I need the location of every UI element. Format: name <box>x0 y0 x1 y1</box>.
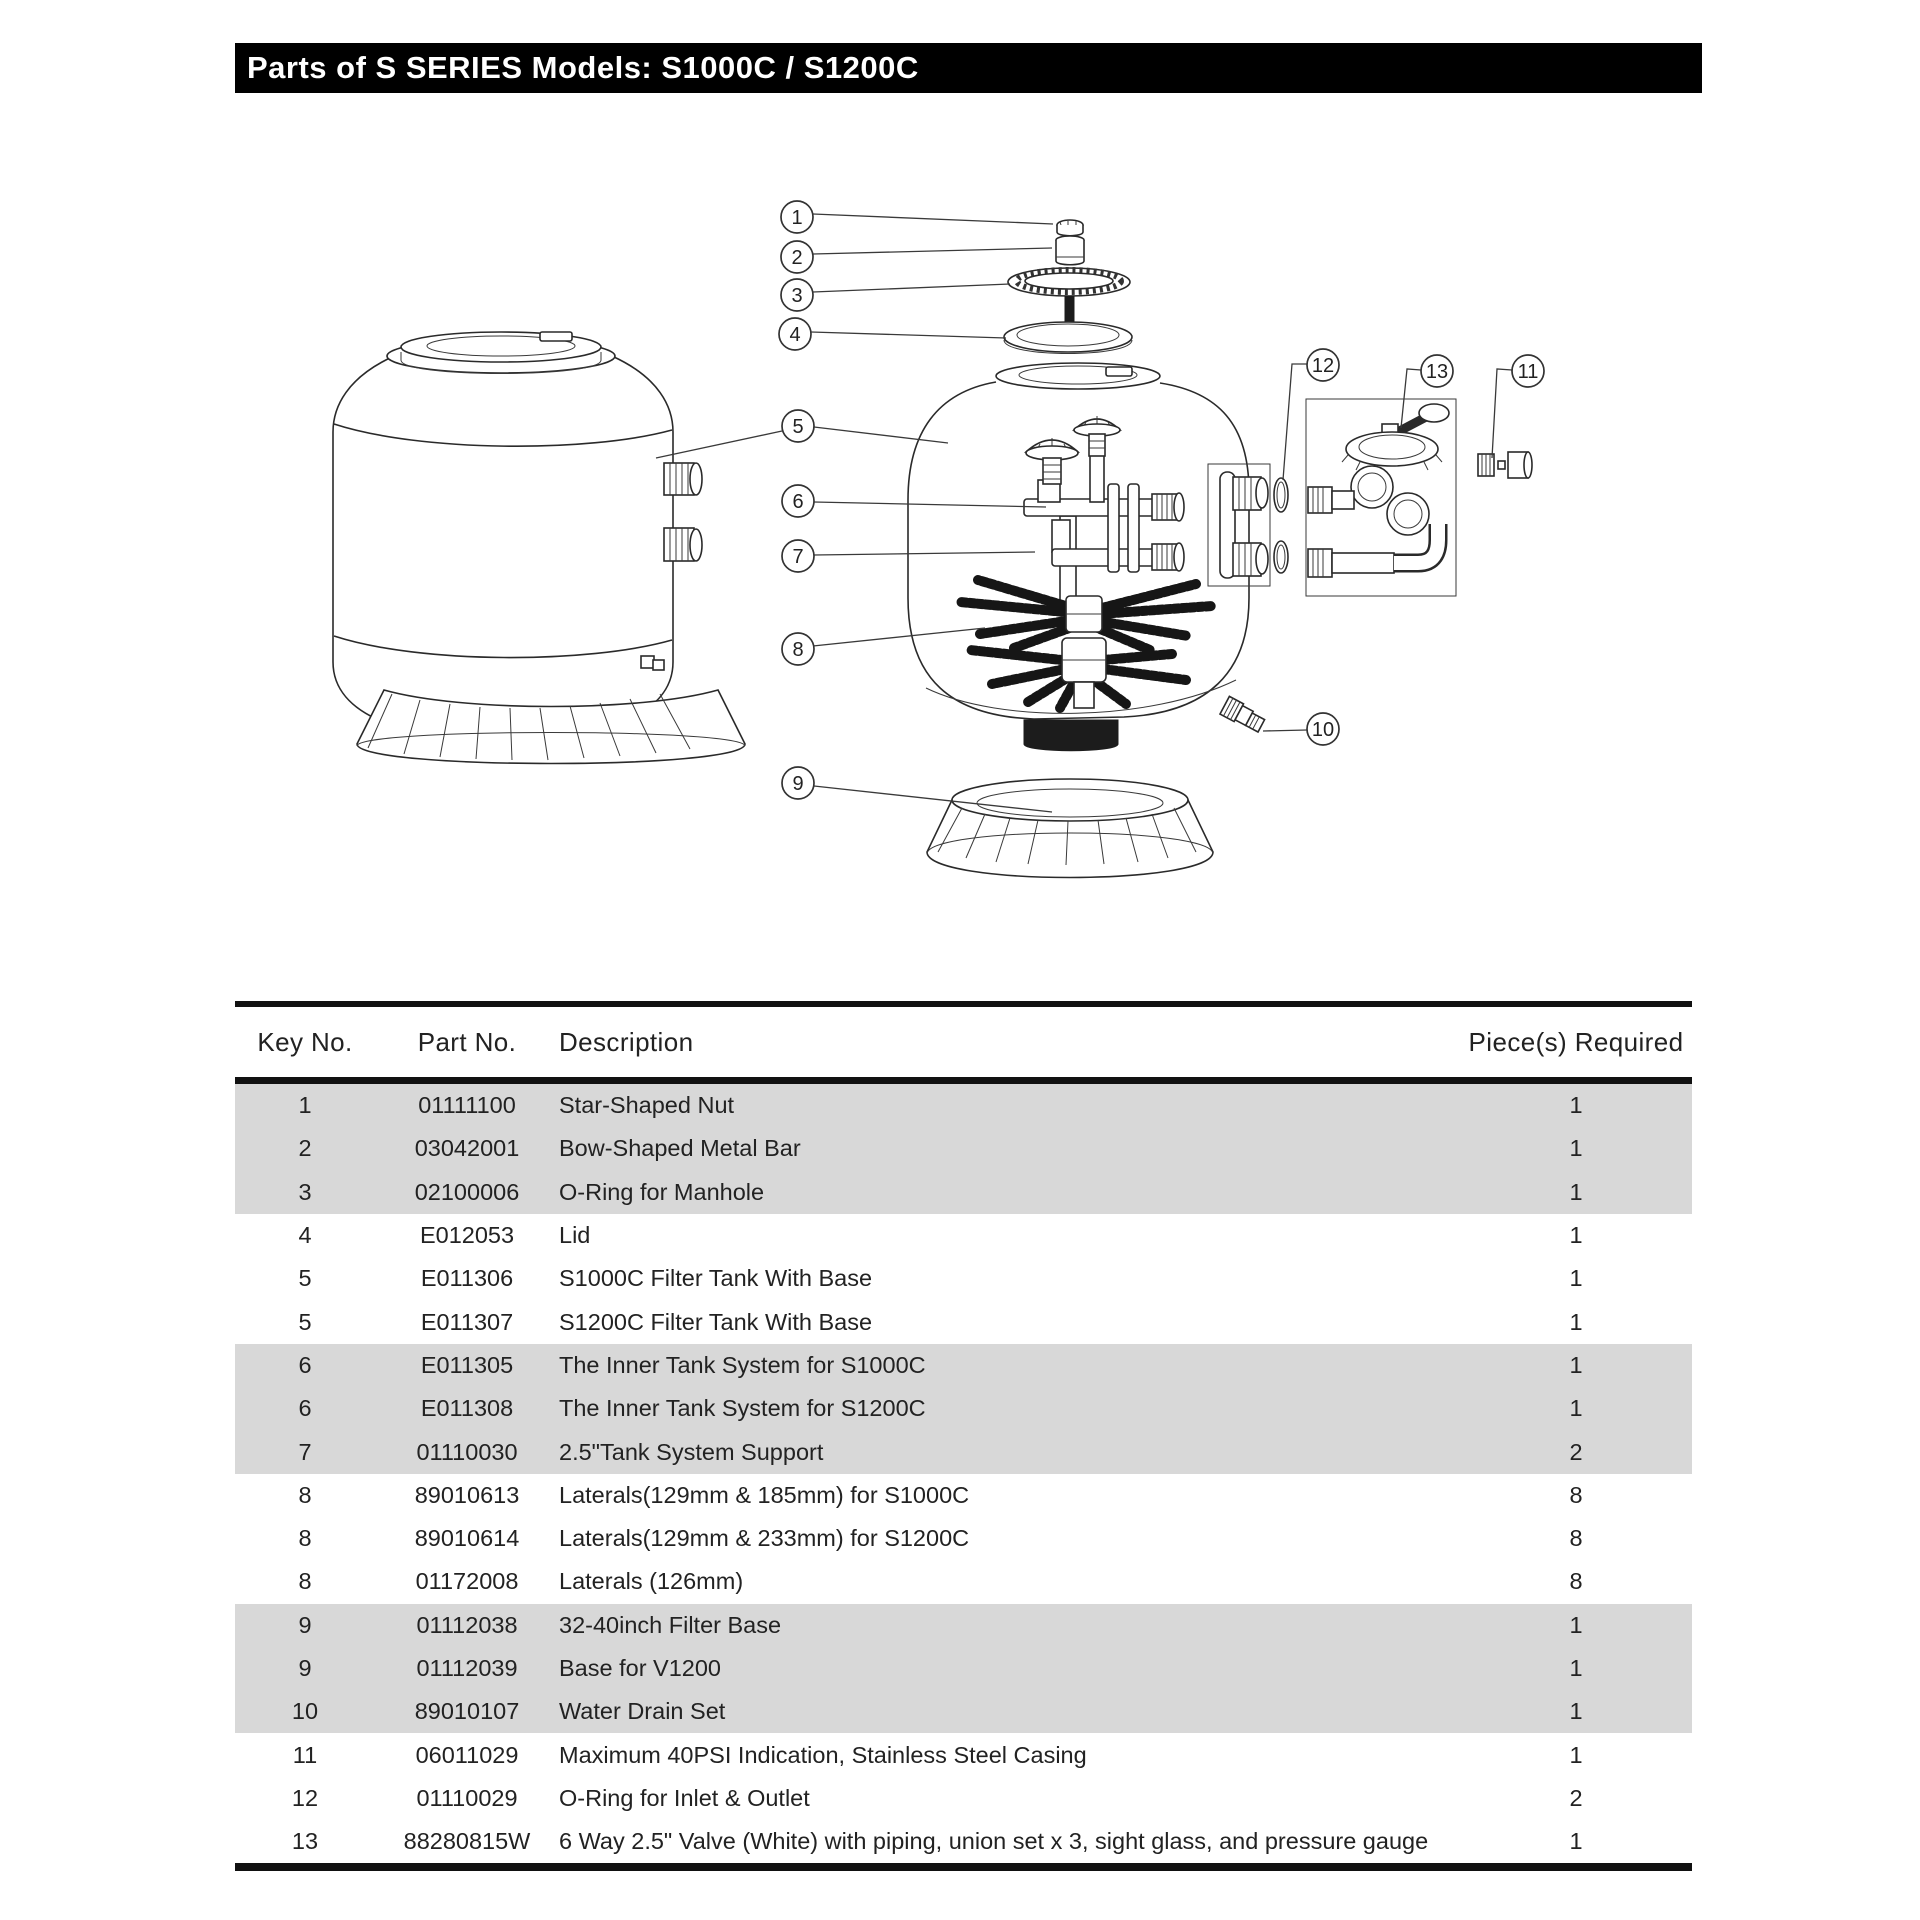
cell-description: 6 Way 2.5" Valve (White) with piping, union set x 3, sight glass, and pressure gauge <box>559 1828 1429 1855</box>
page-title: Parts of S SERIES Models: S1000C / S1200C <box>235 43 1702 93</box>
cell-part-no: E011306 <box>420 1265 514 1292</box>
cell-pieces-required: 2 <box>1569 1438 1583 1465</box>
manhole-parts-stack <box>1004 220 1132 354</box>
cell-part-no: 01111100 <box>418 1092 516 1119</box>
callout-4 <box>779 318 1006 350</box>
header-pieces-required: Piece(s) Required <box>1468 1026 1684 1057</box>
cell-key-no: 4 <box>298 1222 312 1249</box>
cell-part-no: 01112038 <box>416 1611 518 1638</box>
diffuser-large <box>1026 438 1078 484</box>
star-shaped-nut <box>1057 220 1083 236</box>
callout-number: 11 <box>1517 361 1539 383</box>
o-rings-inlet-outlet <box>1274 478 1288 573</box>
table-body <box>235 1084 1692 1863</box>
cell-part-no: 89010613 <box>414 1481 520 1508</box>
outlet-union <box>1233 543 1268 576</box>
cell-part-no: 02100006 <box>414 1178 520 1205</box>
cell-key-no: 2 <box>298 1135 312 1162</box>
cell-description: S1200C Filter Tank With Base <box>559 1308 873 1335</box>
table-row <box>235 1517 1692 1560</box>
laterals-cluster <box>960 580 1212 708</box>
cell-pieces-required: 1 <box>1569 1395 1583 1422</box>
lid <box>1004 322 1132 354</box>
cell-description: Bow-Shaped Metal Bar <box>559 1135 801 1162</box>
callout-1 <box>781 201 1053 233</box>
table-row <box>235 1171 1692 1214</box>
table-row <box>235 1647 1692 1690</box>
filter-base <box>927 779 1213 878</box>
cell-key-no: 5 <box>298 1265 312 1292</box>
cell-key-no: 12 <box>291 1784 319 1811</box>
cell-pieces-required: 1 <box>1569 1351 1583 1378</box>
cell-key-no: 1 <box>298 1092 312 1119</box>
cell-part-no: 01110029 <box>416 1784 518 1811</box>
bow-shaped-metal-bar <box>1056 236 1084 265</box>
callout-11 <box>1492 355 1544 458</box>
inlet-outlet-group <box>1208 464 1288 586</box>
cell-part-no: 03042001 <box>414 1135 520 1162</box>
pipe-union-upper <box>1152 493 1184 521</box>
cell-pieces-required: 1 <box>1569 1611 1583 1638</box>
cell-pieces-required: 1 <box>1569 1698 1583 1725</box>
tank-bottom-port <box>1024 720 1118 751</box>
parts-table <box>235 1001 1692 1871</box>
cell-pieces-required: 8 <box>1569 1481 1583 1508</box>
callout-number: 13 <box>1425 361 1449 383</box>
cell-part-no: E011305 <box>420 1351 514 1378</box>
cell-description: The Inner Tank System for S1000C <box>559 1351 926 1378</box>
callout-number: 6 <box>792 491 804 513</box>
cell-part-no: 01110030 <box>416 1438 518 1465</box>
inner-tank-system <box>1024 416 1184 602</box>
cell-pieces-required: 8 <box>1569 1525 1583 1552</box>
cell-pieces-required: 1 <box>1569 1308 1583 1335</box>
cell-description: Star-Shaped Nut <box>559 1092 735 1119</box>
tank-union-upper <box>664 463 702 495</box>
multiport-valve-assembly <box>1306 399 1456 596</box>
callout-leader-line <box>813 214 1053 224</box>
callout-6 <box>782 485 1046 517</box>
table-row <box>235 1474 1692 1517</box>
callout-leader-line <box>811 332 1006 338</box>
cell-key-no: 6 <box>298 1351 312 1378</box>
callout-number: 9 <box>792 773 804 795</box>
cell-description: S1000C Filter Tank With Base <box>559 1265 873 1292</box>
cell-pieces-required: 2 <box>1569 1784 1583 1811</box>
assembled-filter-tank <box>333 332 745 764</box>
table-row <box>235 1604 1692 1647</box>
table-row <box>235 1214 1692 1257</box>
cell-key-no: 13 <box>291 1828 319 1855</box>
cell-key-no: 9 <box>298 1655 312 1681</box>
valve-union-upper <box>1308 487 1354 513</box>
table-row <box>235 1820 1692 1863</box>
cell-part-no: 01112039 <box>416 1655 518 1681</box>
cell-part-no: 88280815W <box>403 1828 531 1855</box>
cell-key-no: 11 <box>292 1741 318 1768</box>
cell-part-no: 89010614 <box>414 1525 520 1552</box>
callout-5 <box>656 410 948 458</box>
cell-description: 2.5"Tank System Support <box>559 1438 824 1465</box>
callout-leader-line <box>1263 730 1307 731</box>
callout-2 <box>781 241 1052 273</box>
cell-description: Lid <box>559 1222 591 1249</box>
cell-part-no: E012053 <box>419 1222 515 1249</box>
cell-pieces-required: 1 <box>1569 1178 1583 1205</box>
callout-3 <box>781 279 1010 311</box>
header-key-no: Key No. <box>257 1026 353 1057</box>
cell-pieces-required: 8 <box>1569 1568 1583 1595</box>
cell-part-no: 89010107 <box>414 1698 520 1725</box>
cell-description: Base for V1200 <box>559 1655 721 1681</box>
cell-key-no: 8 <box>298 1568 312 1595</box>
exploded-diagram <box>240 130 1690 970</box>
table-row <box>235 1300 1692 1343</box>
cell-description: Laterals(129mm & 185mm) for S1000C <box>559 1481 970 1508</box>
table-row <box>235 1733 1692 1776</box>
callout-12 <box>1283 349 1339 480</box>
manhole-o-ring <box>1008 268 1130 296</box>
table-row <box>235 1257 1692 1300</box>
valve-union-lower <box>1308 549 1394 577</box>
table-row <box>235 1127 1692 1170</box>
cell-part-no: E011308 <box>420 1395 514 1422</box>
callout-number: 4 <box>789 324 801 346</box>
callout-leader-line <box>814 502 1046 507</box>
cell-key-no: 8 <box>298 1481 312 1508</box>
cell-key-no: 8 <box>298 1525 312 1552</box>
callout-number: 12 <box>1311 355 1335 377</box>
cell-pieces-required: 1 <box>1569 1135 1583 1162</box>
cell-part-no: 06011029 <box>415 1741 519 1768</box>
callout-leader-line <box>813 628 985 646</box>
callout-number: 2 <box>791 247 803 269</box>
cell-key-no: 5 <box>298 1308 312 1335</box>
cell-key-no: 3 <box>298 1178 312 1205</box>
callout-leader-line <box>814 552 1035 555</box>
cell-key-no: 7 <box>298 1438 312 1465</box>
cell-pieces-required: 1 <box>1569 1828 1583 1855</box>
callout-number: 8 <box>792 639 804 661</box>
cell-description: The Inner Tank System for S1200C <box>559 1395 926 1422</box>
callout-number: 10 <box>1311 719 1335 741</box>
table-row <box>235 1387 1692 1430</box>
table-header-row <box>235 1007 1692 1084</box>
callout-leader-line <box>1283 364 1307 480</box>
cell-description: O-Ring for Inlet & Outlet <box>559 1784 810 1811</box>
cell-pieces-required: 1 <box>1569 1265 1583 1292</box>
cell-key-no: 10 <box>291 1698 319 1725</box>
cell-description: Maximum 40PSI Indication, Stainless Steel Casing <box>559 1741 1087 1768</box>
callout-leader-line <box>813 284 1010 292</box>
cell-description: Laterals(129mm & 233mm) for S1200C <box>559 1525 970 1552</box>
pressure-gauge <box>1478 452 1532 478</box>
cell-pieces-required: 1 <box>1569 1222 1583 1249</box>
table-row <box>235 1430 1692 1473</box>
cell-description: Water Drain Set <box>559 1698 726 1725</box>
water-drain-set <box>1220 696 1266 733</box>
callout-10 <box>1263 713 1339 745</box>
callout-leader-line <box>1492 369 1512 458</box>
table-row <box>235 1344 1692 1387</box>
cell-part-no: E011307 <box>420 1308 514 1335</box>
pipe-union-lower <box>1152 543 1184 571</box>
cell-description: Laterals (126mm) <box>559 1568 744 1595</box>
cell-pieces-required: 1 <box>1569 1741 1583 1768</box>
cell-part-no: 01172008 <box>415 1568 519 1595</box>
callout-leader-line <box>813 248 1052 254</box>
cell-key-no: 9 <box>298 1611 312 1638</box>
cell-description: O-Ring for Manhole <box>559 1178 765 1205</box>
header-description: Description <box>559 1026 694 1057</box>
cell-pieces-required: 1 <box>1569 1092 1583 1119</box>
callout-8 <box>782 628 985 665</box>
callout-number: 5 <box>792 416 804 438</box>
cell-description: 32-40inch Filter Base <box>559 1611 782 1638</box>
callout-number: 1 <box>791 207 803 229</box>
tank-union-lower <box>664 528 702 561</box>
table-row <box>235 1560 1692 1603</box>
header-part-no: Part No. <box>417 1026 517 1057</box>
table-row <box>235 1777 1692 1820</box>
callout-number: 3 <box>791 285 803 307</box>
cell-key-no: 6 <box>298 1395 312 1422</box>
table-row <box>235 1084 1692 1127</box>
inlet-union <box>1233 477 1268 510</box>
table-row <box>235 1690 1692 1733</box>
cell-pieces-required: 1 <box>1569 1655 1583 1681</box>
callout-number: 7 <box>792 546 804 568</box>
